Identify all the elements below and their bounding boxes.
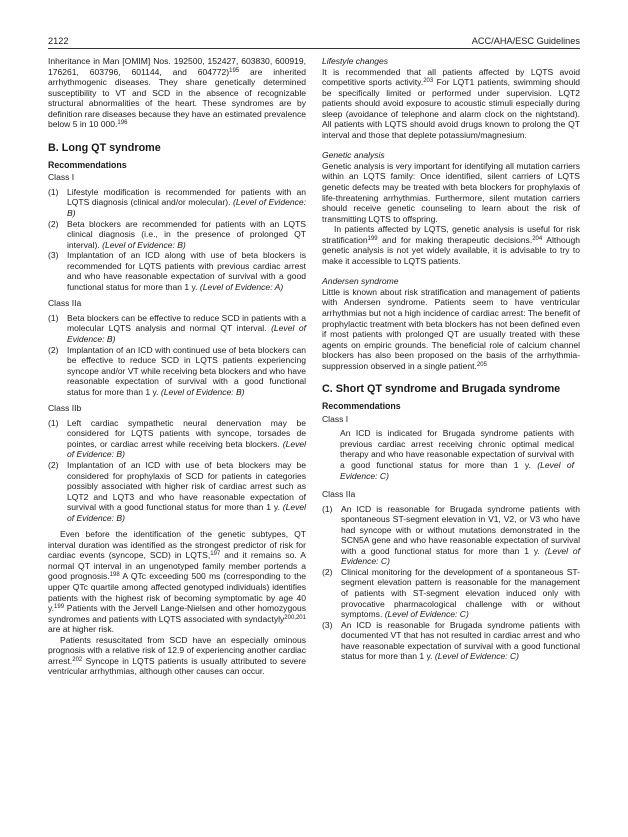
level-of-evidence: (Level of Evidence: A) [199,281,284,292]
recommendation-item [48,345,306,398]
text-run: and it remains so. A normal QT interval in an ungenotyped family member portends a good prognosis. [48,550,307,582]
section-title-short-qt: C. Short QT syndrome and Brugada syndrome [322,383,561,396]
recommendation-item [322,620,580,662]
text-run: It is recommended that all patients affected by LQTS avoid competitive sports activity. [322,66,580,88]
level-of-evidence: (Level of Evidence: B) [102,239,186,250]
recommendation-list-class2a [48,313,306,397]
recommendation-text: Clinical monitoring for the development of a spontaneous ST-segment elevation pattern is reasonable for the management of patients with ST-segment elevation induced only with provocative pharmacological challenge with or without symptoms. [341,566,580,620]
item-number: (2) [48,218,59,229]
item-number: (2) [48,460,59,470]
header-rule [48,48,580,49]
recommendation-item [48,418,306,460]
recommendation-text: Left cardiac sympathetic neural denervation may be considered for LQTS patients with syncope, torsades de pointes, or cardiac arrest while receiving beta blockers. [67,417,306,449]
recommendations-heading: Recommendations [322,401,401,412]
section-title-long-qt: B. Long QT syndrome [48,141,161,154]
recommendation-text: An ICD is indicated for Brugada syndrome patients with previous cardiac arrest receiving chronic optimal medical therapy and who have reasonable expectation of survival with a good functional status for more than 1 y. [340,428,574,470]
item-number: (2) [48,344,59,355]
body-paragraph [322,67,580,141]
level-of-evidence: (Level of Evidence: B) [67,502,306,523]
item-number: (3) [48,250,59,261]
level-of-evidence: (Level of Evidence: C) [434,651,519,662]
recommendation-item [322,504,580,567]
item-number: (1) [322,503,333,514]
item-number: (3) [322,619,333,630]
level-of-evidence: (Level of Evidence: C) [340,460,574,481]
recommendation-text: An ICD is reasonable for Brugada syndrome patients with spontaneous ST-segment elevation in V1, V2, or V3 who have had syncope with or without mutations demonstrated in the SCN5A gene and who have reasonable expectation of survival with a good functional status for more than 1 y. [341,503,580,556]
citation-ref: 197 [210,551,221,558]
citation-ref: 199 [54,604,65,611]
citation-ref: 204 [532,235,543,242]
recommendation-text: Implantation of an ICD with use of beta blockers may be considered for prophylaxis of SCD for patients in categories possibly associated with higher risk of cardiac arrest such as LQT2 and LQT3 and who have reasonable expectation of survival with a good functional status for more than 1 y. [67,460,306,513]
recommendation-item [48,250,306,292]
recommendation-item [48,187,306,219]
item-number: (1) [48,186,59,197]
level-of-evidence: (Level of Evidence: B) [160,386,245,397]
item-number: (1) [48,417,59,428]
class-label: Class I [322,413,349,424]
text-run: For LQT1 patients, swimming should be specifically limited or performed under supervision. LQT2 patients should avoid exposure to acoustic stimuli especially during sleep (avoidance of telephone and alarm clock on the nightstand). All patients with LQTS should avoid drugs known to prolong the QT interval and those that deplete potassium/magnesium. [322,77,580,140]
citation-ref: 200,201 [284,614,306,621]
subsection-title: Lifestyle changes [322,56,389,66]
recommendation-text: An ICD is reasonable for Brugada syndrome patients with documented VT that has not resulted in cardiac arrest and who have reasonable expectation of survival with a good functional status for more than 1 y. [341,619,580,662]
body-paragraph [322,161,580,224]
page-number: 2122 [48,36,69,46]
class-label: Class IIa [322,489,356,500]
recommendation-list-class1 [48,187,306,292]
text-run: Genetic analysis is very important for identifying all mutation carriers within an LQTS family: Once identified, silent carriers of LQTS genetic defects may be treated with beta blockers for prophylaxis of life-threatening arrhythmias. Furthermore, silent mutation carriers should receive genetic counseling to learn about the risk of transmitting LQTS to offspring. [322,160,580,224]
recommendation-list-class2b [48,418,306,523]
body-paragraph [322,224,580,266]
class-label: Class IIa [48,298,82,309]
level-of-evidence: (Level of Evidence: C) [384,609,469,620]
citation-ref: 198 [109,572,120,579]
item-number: (2) [322,566,333,577]
class-label: Class IIb [48,403,82,414]
journal-title: ACC/AHA/ESC Guidelines [471,36,580,46]
left-column [48,56,306,677]
text-run: Patients resuscitated from SCD have an especially ominous prognosis with a relative risk of 12.9 of experiencing another cardiac arrest. [48,634,306,666]
text-run: Inheritance in Man [OMIM] Nos. 192500, 152427, 603830, 600919, 176261, 603796, 601144, and 604772) [48,56,306,77]
text-run: Even before the identification of the genetic subtypes, QT interval duration was identified as the strongest predictor of risk for cardiac events (syncope, SCD) in LQTS, [48,529,306,561]
text-run: Little is known about risk stratification and management of patients with Andersen syndrome. Patients seem to have ventricular arrhythmias but not a high incidence of cardiac arrest: The benefit of prophylactic treatment with beta blockers has not been defined even if most patients with prolonged QT are usually treated with these agents on empiric grounds. The beneficial role of calcium channel blockers has also been proposed on the basis of the arrhythmia-suppression observed in a single patient. [322,286,580,371]
citation-ref: 196 [117,120,128,127]
level-of-evidence: (Level of Evidence: B) [67,323,307,344]
recommendation-text: Implantation of an ICD with continued use of beta blockers can be effective to reduce SCD in LQTS patients experiencing syncope and/or VT while receiving beta blockers and who have reasonable expectation of survival with a good functional status for more than 1 y. [67,344,306,397]
subsection-title: Genetic analysis [322,150,385,161]
recommendation-text: Beta blockers can be effective to reduce SCD in patients with a molecular LQTS analysis and normal QT interval. [67,312,306,334]
text-run: A QTc exceeding 500 ms (corresponding to the upper QTc quartile among affected genotyped individuals) identifies patients with the highest risk of becoming symptomatic by age 40 y. [48,571,306,614]
recommendation-text: Implantation of an ICD along with use of beta blockers is recommended for LQTS patients with previous cardiac arrest and who have reasonable expectation of survival with a good functional status for more than 1 y. [67,250,306,292]
recommendation-item [322,567,580,620]
recommendation-text: Lifestyle modification is recommended for patients with an LQTS diagnosis (clinical and/or molecular). [67,186,306,208]
citation-ref: 202 [72,656,83,663]
citation-ref: 203 [423,78,434,85]
intro-paragraph [48,56,306,130]
text-run: are at higher risk. [48,624,115,635]
recommendation-list-class2a [322,504,580,662]
text-run: and for making therapeutic decisions. [377,234,533,245]
recommendation-item [48,219,306,251]
item-number: (1) [48,312,59,323]
class-label: Class I [48,172,75,183]
citation-ref: 205 [476,361,487,368]
text-run: Patients with the Jervell Lange-Nielsen and other homozygous syndromes and patients with LQTS associated with syndactyly [48,603,306,624]
citation-ref: 199 [367,235,378,242]
level-of-evidence: (Level of Evidence: B) [67,438,306,460]
right-column [322,56,580,668]
citation-ref: 195 [229,67,240,74]
text-run: Syncope in LQTS patients is usually attributed to severe ventricular arrhythmias, although other causes can occur. [48,655,306,677]
recommendation-item [48,313,306,345]
recommendation-item [322,428,580,481]
subsection-title: Andersen syndrome [322,276,399,287]
recommendation-text: Beta blockers are recommended for patients with an LQTS clinical diagnosis (i.e., in the presence of prolonged QT interval). [67,218,306,250]
text-run: are inherited arrhythmogenic diseases. They share genetically determined susceptibility to VT and SCD in the absence of recognizable structural abnormalities of the heart. These syndromes are by definition rare diseases because they have an estimated prevalence below 5 in 10 000. [48,66,306,130]
recommendation-item [48,460,306,523]
text-run: Although genetic analysis is not yet widely available, it is advisable to try to make it accessible to LQTS patients. [322,234,580,266]
text-run: In patients affected by LQTS, genetic analysis is useful for risk stratification [322,224,580,245]
body-paragraph [48,529,306,634]
body-paragraph [322,287,580,371]
recommendations-heading: Recommendations [48,159,127,170]
level-of-evidence: (Level of Evidence: B) [67,197,306,218]
body-paragraph [48,635,306,677]
level-of-evidence: (Level of Evidence: C) [341,545,581,567]
